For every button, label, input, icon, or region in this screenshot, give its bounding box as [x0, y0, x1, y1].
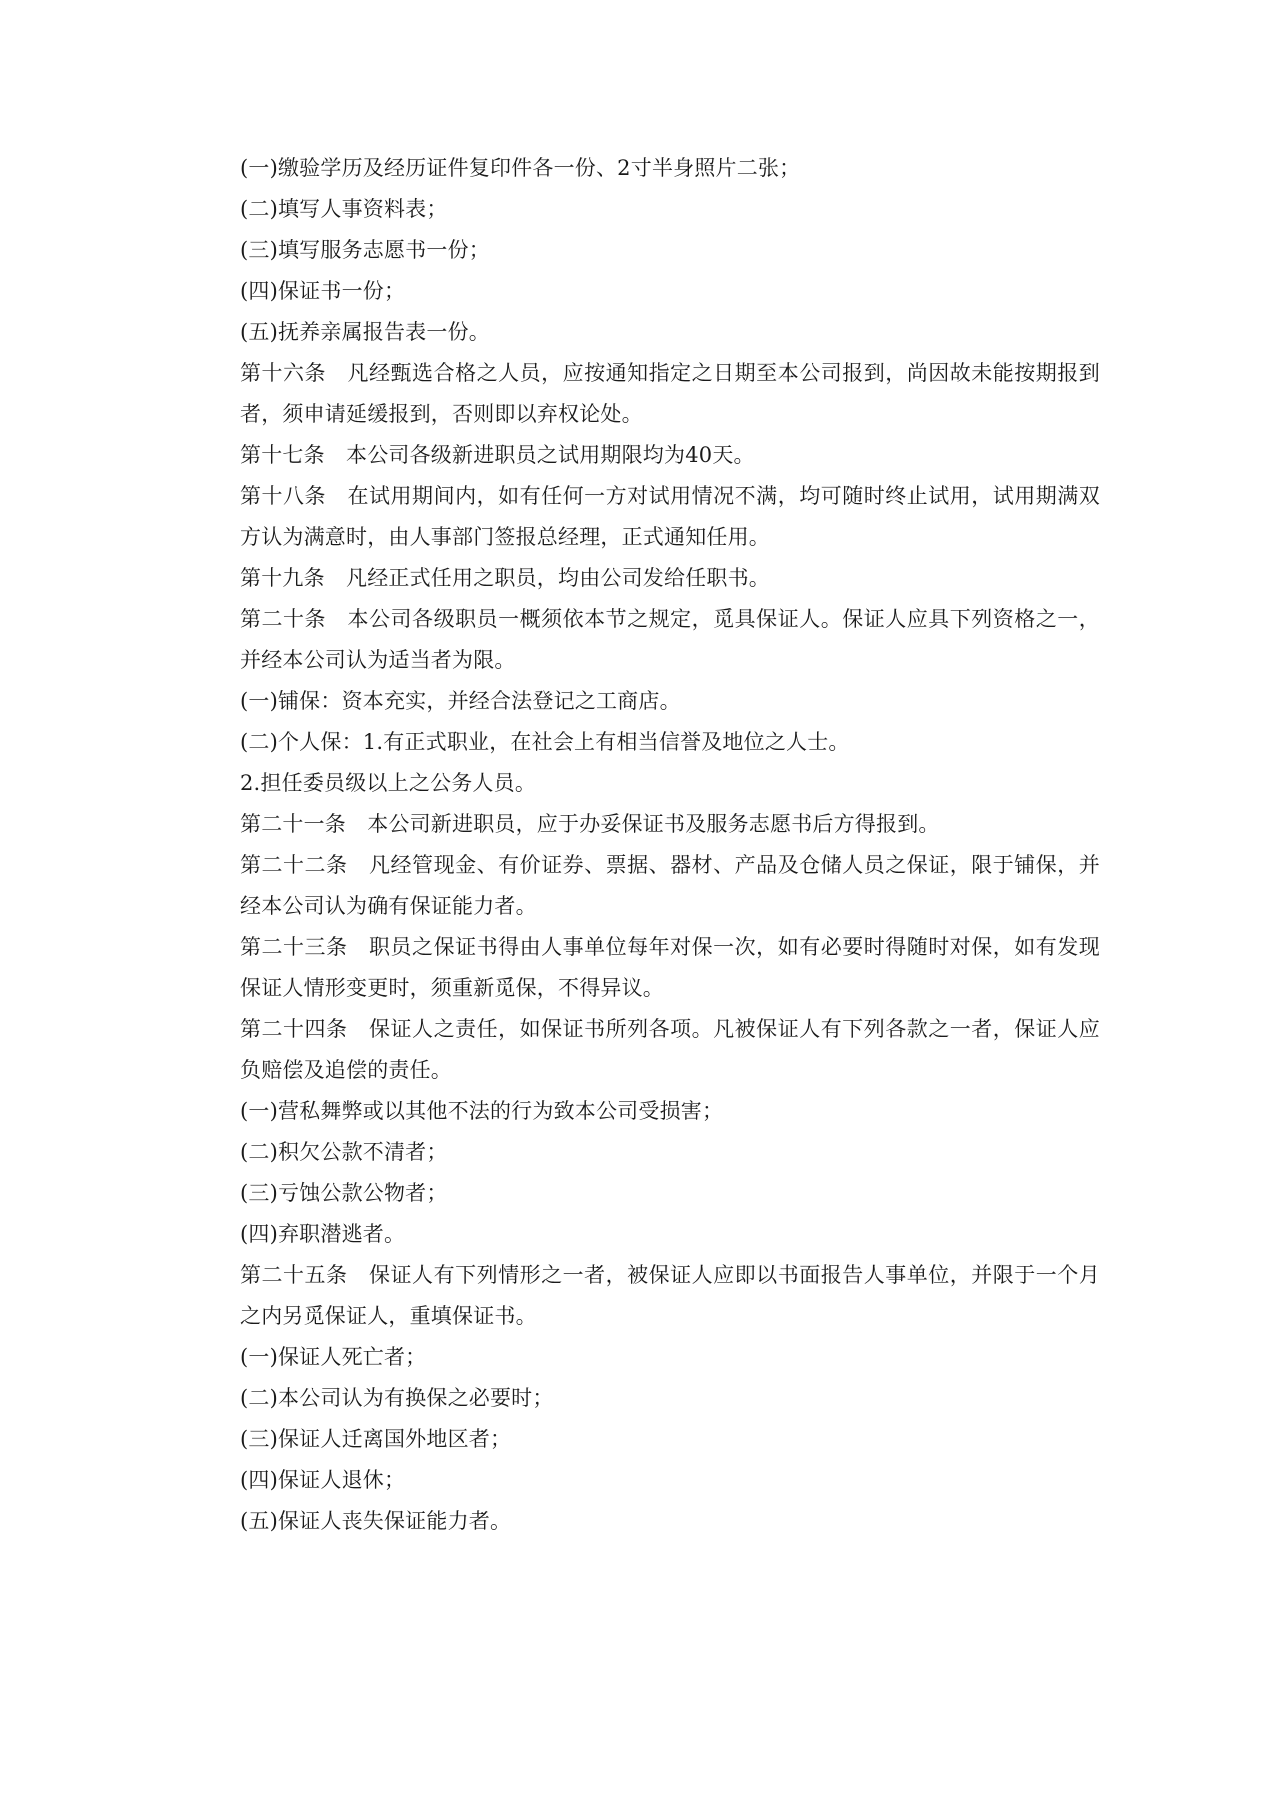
article-20-item-1: (一)铺保：资本充实，并经合法登记之工商店。 — [240, 689, 681, 713]
paragraph-item-3: (三)填写服务志愿书一份； — [240, 238, 490, 262]
article-24: 第二十四条 保证人之责任，如保证书所列各项。凡被保证人有下列各款之一者，保证人应负赔偿及追偿的责任。 — [240, 1017, 1100, 1082]
article-22: 第二十二条 凡经管现金、有价证券、票据、器材、产品及仓储人员之保证，限于铺保，并经本公司认为确有保证能力者。 — [240, 853, 1100, 918]
article-25-item-3: (三)保证人迁离国外地区者； — [240, 1427, 512, 1451]
article-25-item-4: (四)保证人退休； — [240, 1468, 406, 1492]
article-17: 第十七条 本公司各级新进职员之试用期限均为40天。 — [240, 443, 755, 467]
article-24-item-2: (二)积欠公款不清者； — [240, 1140, 448, 1164]
article-25-item-2: (二)本公司认为有换保之必要时； — [240, 1386, 554, 1410]
article-24-item-3: (三)亏蚀公款公物者； — [240, 1181, 448, 1205]
article-25: 第二十五条 保证人有下列情形之一者，被保证人应即以书面报告人事单位，并限于一个月之内另觅保证人，重填保证书。 — [240, 1263, 1100, 1328]
article-25-item-1: (一)保证人死亡者； — [240, 1345, 427, 1369]
article-24-item-1: (一)营私舞弊或以其他不法的行为致本公司受损害； — [240, 1099, 724, 1123]
article-21: 第二十一条 本公司新进职员，应于办妥保证书及服务志愿书后方得报到。 — [240, 812, 940, 836]
article-19: 第十九条 凡经正式任用之职员，均由公司发给任职书。 — [240, 566, 770, 590]
article-20-item-2: (二)个人保：1.有正式职业，在社会上有相当信誉及地位之人士。 — [240, 730, 850, 754]
article-18: 第十八条 在试用期间内，如有任何一方对试用情况不满，均可随时终止试用，试用期满双方认为满意时，由人事部门签报总经理，正式通知任用。 — [240, 484, 1100, 549]
paragraph-item-5: (五)抚养亲属报告表一份。 — [240, 320, 490, 344]
article-25-item-5: (五)保证人丧失保证能力者。 — [240, 1509, 512, 1533]
paragraph-item-4: (四)保证书一份； — [240, 279, 406, 303]
article-23: 第二十三条 职员之保证书得由人事单位每年对保一次，如有必要时得随时对保，如有发现保证人情形变更时，须重新觅保，不得异议。 — [240, 935, 1100, 1000]
paragraph-item-1: (一)缴验学历及经历证件复印件各一份、2寸半身照片二张； — [240, 156, 801, 180]
document-body — [240, 148, 1100, 1542]
article-20: 第二十条 本公司各级职员一概须依本节之规定，觅具保证人。保证人应具下列资格之一，并经本公司认为适当者为限。 — [240, 607, 1100, 672]
article-24-item-4: (四)弃职潜逃者。 — [240, 1222, 406, 1246]
article-20-item-2-sub-2: 2.担任委员级以上之公务人员。 — [240, 771, 537, 795]
article-16: 第十六条 凡经甄选合格之人员，应按通知指定之日期至本公司报到，尚因故未能按期报到者，须申请延缓报到，否则即以弃权论处。 — [240, 361, 1100, 426]
paragraph-item-2: (二)填写人事资料表； — [240, 197, 448, 221]
